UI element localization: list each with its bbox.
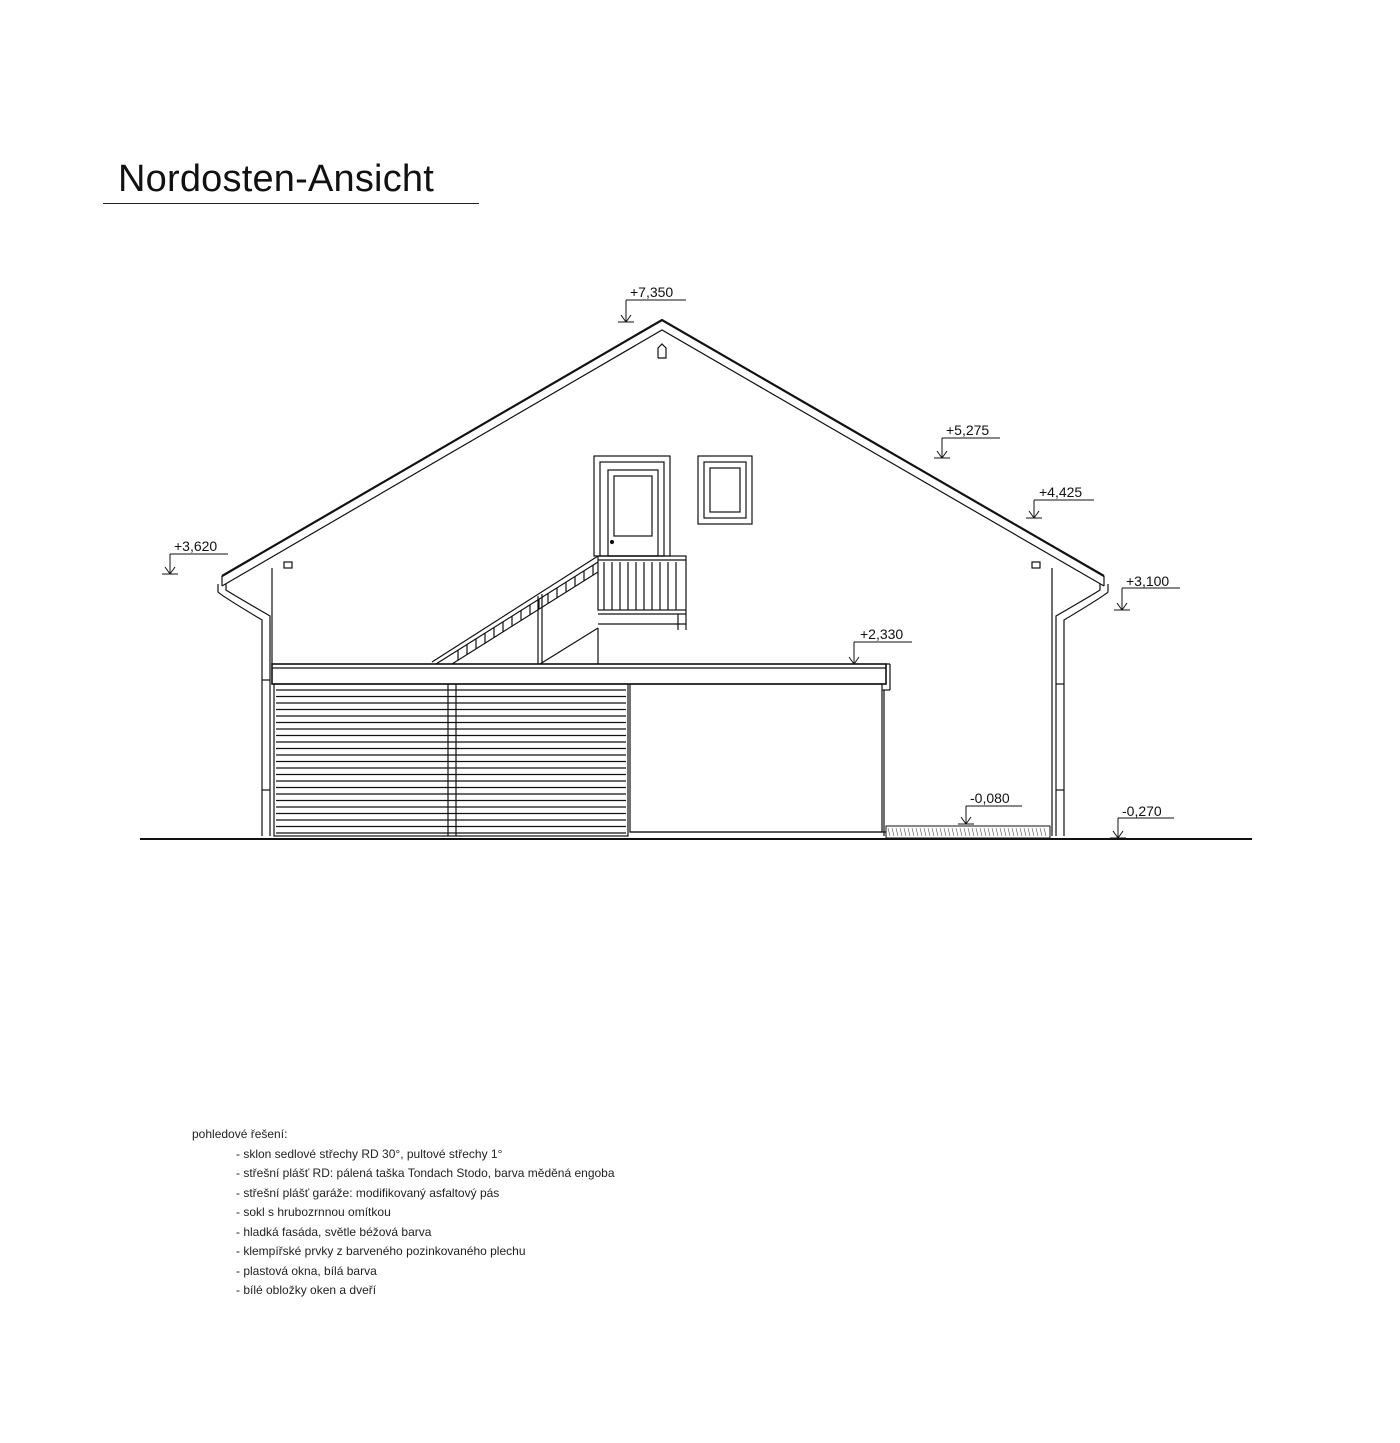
paving-hatch-line: [1024, 828, 1026, 836]
level-arrow: [626, 315, 631, 322]
level-arrow: [1122, 603, 1127, 610]
paving-hatch-line: [1036, 828, 1038, 836]
paving-hatch-line: [928, 828, 930, 836]
level-arrow: [165, 567, 170, 574]
paving-strip: [886, 826, 1050, 838]
paving-hatch-line: [1044, 828, 1046, 836]
level-4425: +4,425: [1039, 484, 1083, 500]
gable-roof: [222, 320, 1104, 586]
level-arrow: [1029, 511, 1034, 518]
exterior-stair: [432, 556, 598, 664]
level-arrow: [966, 817, 971, 824]
level-2330: +2,330: [860, 626, 904, 642]
paving-hatch-line: [892, 828, 894, 836]
paving-hatch-line: [936, 828, 938, 836]
note-item: - plastová okna, bílá barva: [236, 1263, 377, 1278]
level-arrow: [937, 451, 942, 458]
paving-hatch-line: [1016, 828, 1018, 836]
paving-hatch-line: [1000, 828, 1002, 836]
paving-hatch-line: [932, 828, 934, 836]
note-item: - sokl s hrubozrnnou omítkou: [236, 1205, 391, 1219]
note-item: - sklon sedlové střechy RD 30°, pultové střechy 1°: [236, 1146, 503, 1161]
upper-door: [594, 456, 670, 556]
paving-hatch-line: [960, 828, 962, 836]
level-5275: +5,275: [946, 422, 990, 438]
paving-hatch-line: [944, 828, 946, 836]
note-item: - bílé obložky oken a dveří: [236, 1283, 377, 1297]
level-3100: +3,100: [1126, 573, 1170, 589]
note-item: - střešní plášť RD: pálená taška Tondach Stodo, barva měděná engoba: [236, 1166, 615, 1180]
level-arrow: [1117, 603, 1122, 610]
level-arrow: [170, 567, 175, 574]
paving-hatch-line: [964, 828, 966, 836]
paving-hatch-line: [968, 828, 970, 836]
note-item: - střešní plášť garáže: modifikovaný asfaltový pás: [236, 1185, 500, 1200]
garage: [272, 664, 890, 836]
paving-hatch-line: [940, 828, 942, 836]
drawing-title: Nordosten-Ansicht: [118, 158, 434, 200]
level-3620: +3,620: [174, 538, 218, 554]
paving-hatch-line: [952, 828, 954, 836]
level-arrow: [1034, 511, 1039, 518]
paving-hatch-line: [1028, 828, 1030, 836]
note-item: - hladká fasáda, světle béžová barva: [236, 1224, 432, 1239]
level-arrow: [1113, 831, 1118, 838]
upper-window: [698, 456, 752, 524]
level-arrow: [942, 451, 947, 458]
notes-heading: pohledové řešení:: [192, 1127, 288, 1141]
level-minus-080: -0,080: [970, 790, 1010, 806]
level-arrow: [854, 657, 859, 664]
paving-hatch-line: [908, 828, 910, 836]
paving-hatch-line: [1040, 828, 1042, 836]
right-downpipe: [1056, 584, 1108, 836]
level-arrow: [1118, 831, 1123, 838]
paving-hatch-line: [912, 828, 914, 836]
paving-hatch-line: [984, 828, 986, 836]
paving-hatch-line: [896, 828, 898, 836]
paving-hatch-line: [904, 828, 906, 836]
note-item: - klempířské prvky z barveného pozinkovaného plechu: [236, 1244, 526, 1258]
facade-notes: [192, 1125, 615, 1301]
paving-hatch-line: [988, 828, 990, 836]
paving-hatch-line: [996, 828, 998, 836]
paving-hatch-line: [916, 828, 918, 836]
paving-hatch-line: [1004, 828, 1006, 836]
paving-hatch-line: [1012, 828, 1014, 836]
paving-hatch-line: [948, 828, 950, 836]
paving-hatch-line: [924, 828, 926, 836]
paving-hatch-line: [1008, 828, 1010, 836]
paving-hatch-line: [980, 828, 982, 836]
balcony-railing: [598, 556, 686, 630]
house-walls: [272, 568, 1052, 836]
level-arrow: [621, 315, 626, 322]
paving-hatch-line: [976, 828, 978, 836]
level-arrow: [849, 657, 854, 664]
paving-hatch-line: [900, 828, 902, 836]
paving-hatch-line: [972, 828, 974, 836]
paving-hatch-line: [956, 828, 958, 836]
left-downpipe: [218, 584, 270, 836]
level-arrow: [961, 817, 966, 824]
paving-hatch-line: [888, 828, 890, 836]
level-ridge: +7,350: [630, 284, 674, 300]
paving-hatch-line: [1020, 828, 1022, 836]
level-minus-270: -0,270: [1122, 803, 1162, 819]
paving-hatch-line: [1032, 828, 1034, 836]
paving-hatch-line: [920, 828, 922, 836]
paving-hatch-line: [992, 828, 994, 836]
